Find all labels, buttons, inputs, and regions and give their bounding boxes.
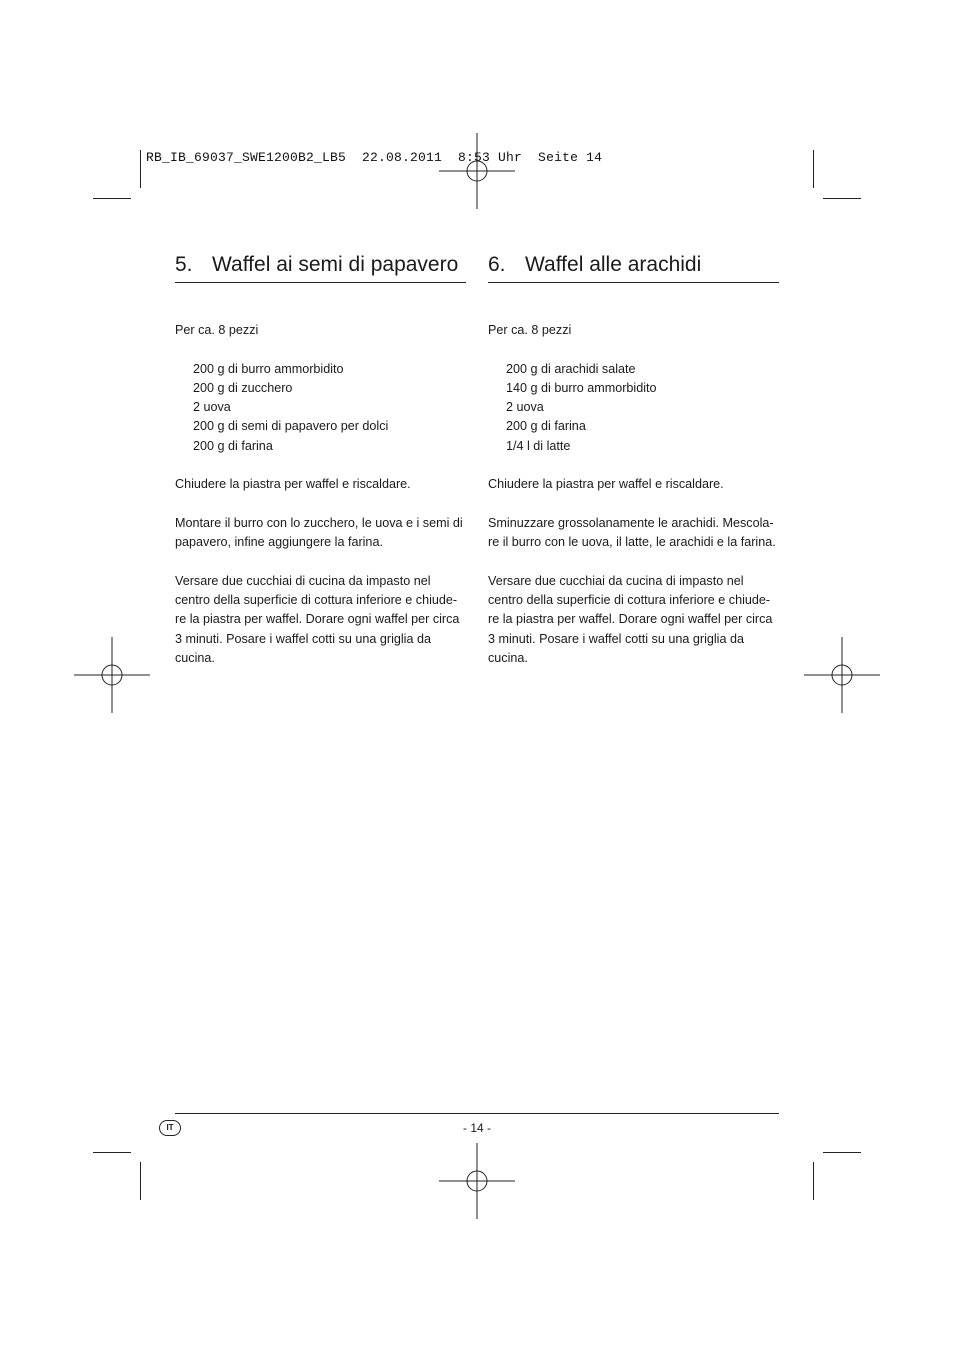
ingredient-list [175,360,466,456]
crop-mark [140,1162,141,1200]
crop-mark [93,1152,131,1153]
ingredient-item: 200 g di farina [193,438,273,453]
section-heading [488,252,779,283]
language-badge: IT [159,1120,181,1136]
registration-mark-icon [439,1143,515,1219]
crop-mark [813,1162,814,1200]
ingredient-list [488,360,779,456]
ingredient-item: 2 uova [193,400,231,415]
recipe-section-6 [488,252,779,668]
section-heading [175,252,466,283]
registration-mark-icon [439,133,515,209]
registration-mark-icon [804,637,880,713]
instruction-step: Sminuzzare grossolanamente le arachidi. Mescola- re il burro con le uova, il latte, le arachidi e la farina. [488,515,776,550]
crop-mark [823,1152,861,1153]
ingredient-item: 140 g di burro ammorbidito [506,380,657,395]
recipe-section-5 [175,252,466,668]
section-title: Waffel ai semi di papavero [212,253,459,276]
crop-mark [813,150,814,188]
ingredient-item: 200 g di zucchero [193,380,293,395]
crop-mark [93,198,131,199]
ingredient-item: 200 g di arachidi salate [506,361,636,376]
page-number: - 14 - [462,1121,491,1135]
crop-mark [140,150,141,188]
serving-size: Per ca. 8 pezzi [175,323,259,337]
print-slug: RB_IB_69037_SWE1200B2_LB5 22.08.2011 8:53 Uhr Seite 14 [146,150,603,165]
section-title: Waffel alle arachidi [525,253,702,276]
instruction-step: Chiudere la piastra per waffel e riscaldare. [488,477,724,492]
ingredient-item: 200 g di burro ammorbidito [193,361,344,376]
ingredient-item: 1/4 l di latte [506,438,571,453]
instruction-step: Montare il burro con lo zucchero, le uova e i semi di papavero, infine aggiungere la farina. [175,515,463,550]
section-number: 6. [488,253,506,276]
ingredient-item: 200 g di farina [506,419,586,434]
ingredient-item: 2 uova [506,400,544,415]
serving-size: Per ca. 8 pezzi [488,323,572,337]
instruction-step: Versare due cucchiai da cucina di impasto nel centro della superficie di cottura inferiore e chiude- re la piastra per waffel. Dorare ogni waffel per circa 3 minuti. Posare i waffel cotti su una griglia da cucina. [488,573,773,666]
instruction-step: Chiudere la piastra per waffel e riscaldare. [175,477,411,492]
instruction-step: Versare due cucchiai di cucina da impasto nel centro della superficie di cottura inferiore e chiude- re la piastra per waffel. Dorare ogni waffel per circa 3 minuti. Posare i waffel cotti su una griglia da cucina. [175,573,460,666]
ingredient-item: 200 g di semi di papavero per dolci [193,419,389,434]
footer-rule [175,1113,779,1114]
crop-mark [823,198,861,199]
registration-mark-icon [74,637,150,713]
section-number: 5. [175,253,193,276]
